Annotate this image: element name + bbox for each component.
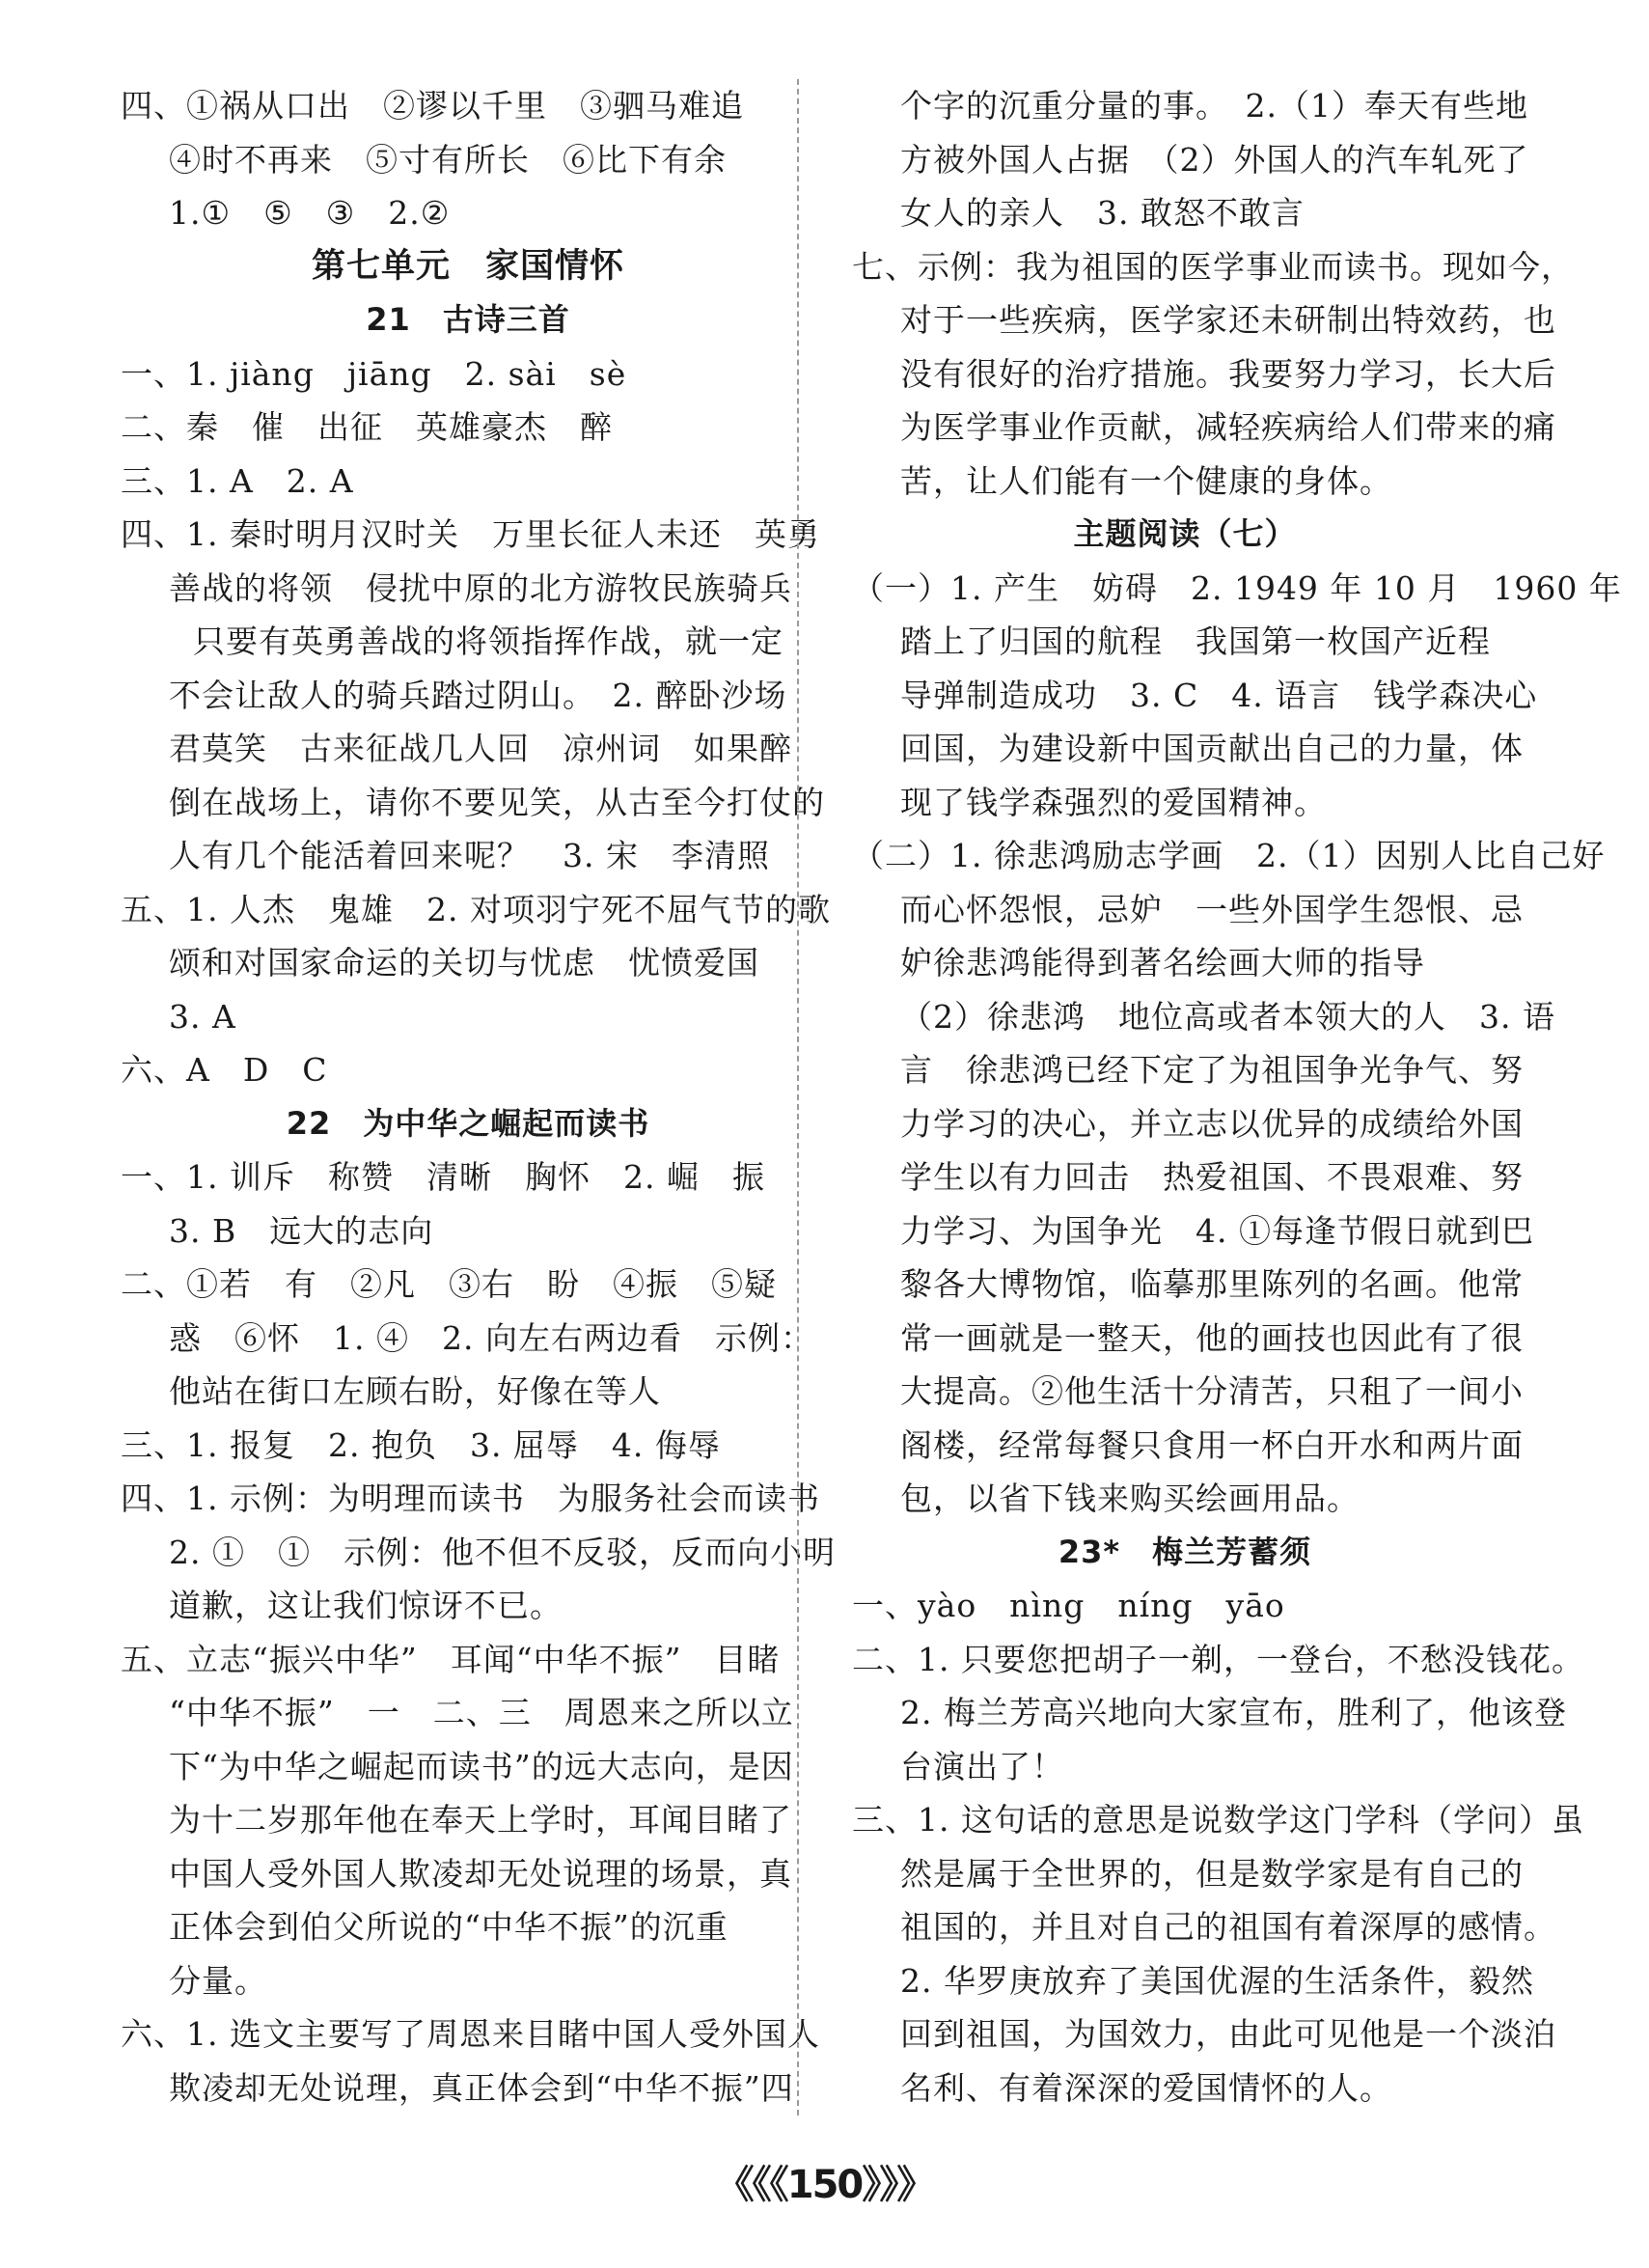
text-line: 一、yào nìng níng yāo [852,1587,1285,1624]
text-line: 不会让敌人的骑兵踏过阴山。 2. 醉卧沙场 [169,676,787,714]
lesson-heading: 23* 梅兰芳蓄须 [1058,1533,1312,1570]
text-line: 七、示例：我为祖国的医学事业而读书。现如今， [852,247,1574,286]
text-line: 回国，为建设新中国贡献出自己的力量，体 [900,730,1524,767]
text-line: （二）1. 徐悲鸿励志学画 2.（1）因别人比自己好 [852,837,1606,874]
text-line: 大提高。②他生活十分清苦，只租了一间小 [900,1372,1524,1410]
text-line: 学生以有力回击 热爱祖国、不畏艰难、努 [900,1158,1524,1196]
text-line: （一）1. 产生 妨碍 2. 1949 年 10 月 1960 年 [852,568,1622,607]
text-line: 惑 ⑥怀 1. ④ 2. 向左右两边看 示例： [169,1318,813,1357]
text-line: 对于一些疾病，医学家还未研制出特效药，也 [900,301,1556,339]
column-divider [797,79,799,2116]
text-line: 导弹制造成功 3. C 4. 语言 钱学森决心 [900,676,1538,714]
text-line: 六、1. 选文主要写了周恩来目睹中国人受外国人 [121,2015,820,2053]
text-line: 二、秦 催 出征 英雄豪杰 醉 [121,408,613,446]
text-line: 3. A [169,997,236,1036]
text-line: 四、①祸从口出 ②谬以千里 ③驷马难追 [121,87,744,124]
text-line: 常一画就是一整天，他的画技也因此有了很 [900,1318,1524,1357]
text-line: 欺凌却无处说理，真正体会到“中华不振”四 [169,2068,794,2107]
text-line: 中国人受外国人欺凌却无处说理的场景，真 [169,1854,792,1893]
text-line: 2. ① ① 示例：他不但不反驳，反而向小明 [169,1533,836,1571]
text-line: 黎各大博物馆，临摹那里陈列的名画。他常 [900,1265,1524,1303]
text-line: 阁楼，经常每餐只食用一杯白开水和两片面 [900,1425,1524,1464]
text-line: 个字的沉重分量的事。 2.（1）奉天有些地 [900,87,1528,124]
text-line: 一、1. jiàng jiāng 2. sài sè [121,354,627,393]
text-line: 二、①若 有 ②凡 ③右 盼 ④振 ⑤疑 [121,1265,777,1303]
text-line: 2. 华罗庚放弃了美国优渥的生活条件，毅然 [900,1961,1534,2000]
text-line: 台演出了！ [900,1747,1064,1785]
text-line: 女人的亲人 3. 敢怒不敢言 [900,194,1305,232]
left-column [121,79,836,2115]
text-line: 三、1. A 2. A [121,461,354,500]
text-line: 3. B 远大的志向 [169,1211,434,1250]
text-line: 颂和对国家命运的关切与忧虑 忧愤爱国 [169,944,759,982]
text-line: 他站在街口左顾右盼，好像在等人 [169,1372,661,1410]
text-line: “中华不振” 一 二、三 周恩来之所以立 [169,1694,794,1731]
text-line: 而心怀怨恨，忌妒 一些外国学生怨恨、忌 [900,890,1524,928]
text-line: 四、1. 示例：为明理而读书 为服务社会而读书 [121,1480,820,1517]
text-line: 祖国的，并且对自己的祖国有着深厚的感情。 [900,1908,1556,1946]
text-line: 为十二岁那年他在奉天上学时，耳闻目睹了 [169,1801,792,1839]
text-line: 苦，让人们能有一个健康的身体。 [900,461,1392,500]
text-line: 只要有英勇善战的将领指挥作战，就一定 [193,622,783,660]
text-line: 然是属于全世界的，但是数学家是有自己的 [900,1854,1524,1893]
text-line: 力学习、为国争光 4. ①每逢节假日就到巴 [900,1211,1534,1250]
text-line: 五、立志“振兴中华” 耳闻“中华不振” 目睹 [121,1640,781,1678]
text-line: 善战的将领 侵扰中原的北方游牧民族骑兵 [169,568,792,607]
text-line: 2. 梅兰芳高兴地向大家宣布，胜利了，他该登 [900,1694,1567,1731]
text-line: 二、1. 只要您把胡子一剃，一登台，不愁没钱花。 [852,1640,1584,1678]
text-line: 一、1. 训斥 称赞 清晰 胸怀 2. 崛 振 [121,1158,765,1196]
text-line: 五、1. 人杰 鬼雄 2. 对项羽宁死不屈气节的歌 [121,890,831,928]
text-line: 倒在战场上，请你不要见笑，从古至今打仗的 [169,783,825,821]
text-line: 没有很好的治疗措施。我要努力学习，长大后 [900,354,1556,393]
text-line: 分量。 [169,1961,267,2000]
text-line: 道歉，这让我们惊讶不已。 [169,1587,563,1624]
text-line: 名利、有着深深的爱国情怀的人。 [900,2068,1392,2107]
text-line: 方被外国人占据 （2）外国人的汽车轧死了 [900,140,1529,179]
text-line: 为医学事业作贡献，减轻疾病给人们带来的痛 [900,408,1556,446]
text-line: ④时不再来 ⑤寸有所长 ⑥比下有余 [169,140,727,179]
text-line: 四、1. 秦时明月汉时关 万里长征人未还 英勇 [121,515,820,553]
lesson-heading: 22 为中华之崛起而读书 [286,1104,650,1142]
text-line: 君莫笑 古来征战几人回 凉州词 如果醉 [169,730,792,767]
text-line: 妒徐悲鸿能得到著名绘画大师的指导 [900,944,1425,982]
section-heading: 主题阅读（七） [1073,515,1297,552]
text-line: （2）徐悲鸿 地位高或者本领大的人 3. 语 [900,997,1555,1036]
text-line: 正体会到伯父所说的“中华不振”的沉重 [169,1908,728,1946]
right-column [852,79,1622,2115]
text-line: 回到祖国，为国效力，由此可见他是一个淡泊 [900,2015,1556,2053]
text-line: 六、A D C [121,1051,328,1089]
text-line: 踏上了归国的航程 我国第一枚国产近程 [900,622,1491,660]
text-line: 人有几个能活着回来呢？ 3. 宋 李清照 [169,837,770,874]
text-line: 言 徐悲鸿已经下定了为祖国争光争气、努 [900,1051,1524,1089]
text-line: 包，以省下钱来购买绘画用品。 [900,1480,1360,1517]
lesson-heading: 21 古诗三首 [366,301,570,338]
text-line: 下“为中华之崛起而读书”的远大志向，是因 [169,1747,794,1785]
text-line: 1.① ⑤ ③ 2.② [169,194,451,232]
text-line: 三、1. 报复 2. 抱负 3. 屈辱 4. 侮辱 [121,1425,721,1464]
text-line: 现了钱学森强烈的爱国精神。 [900,783,1327,821]
unit-heading: 第七单元 家国情怀 [311,246,624,286]
text-line: 力学习的决心，并立志以优异的成绩给外国 [900,1104,1524,1143]
text-line: 三、1. 这句话的意思是说数学这门学科（学问）虽 [852,1801,1584,1839]
page-number: 《《《150》》》 [715,2163,934,2207]
